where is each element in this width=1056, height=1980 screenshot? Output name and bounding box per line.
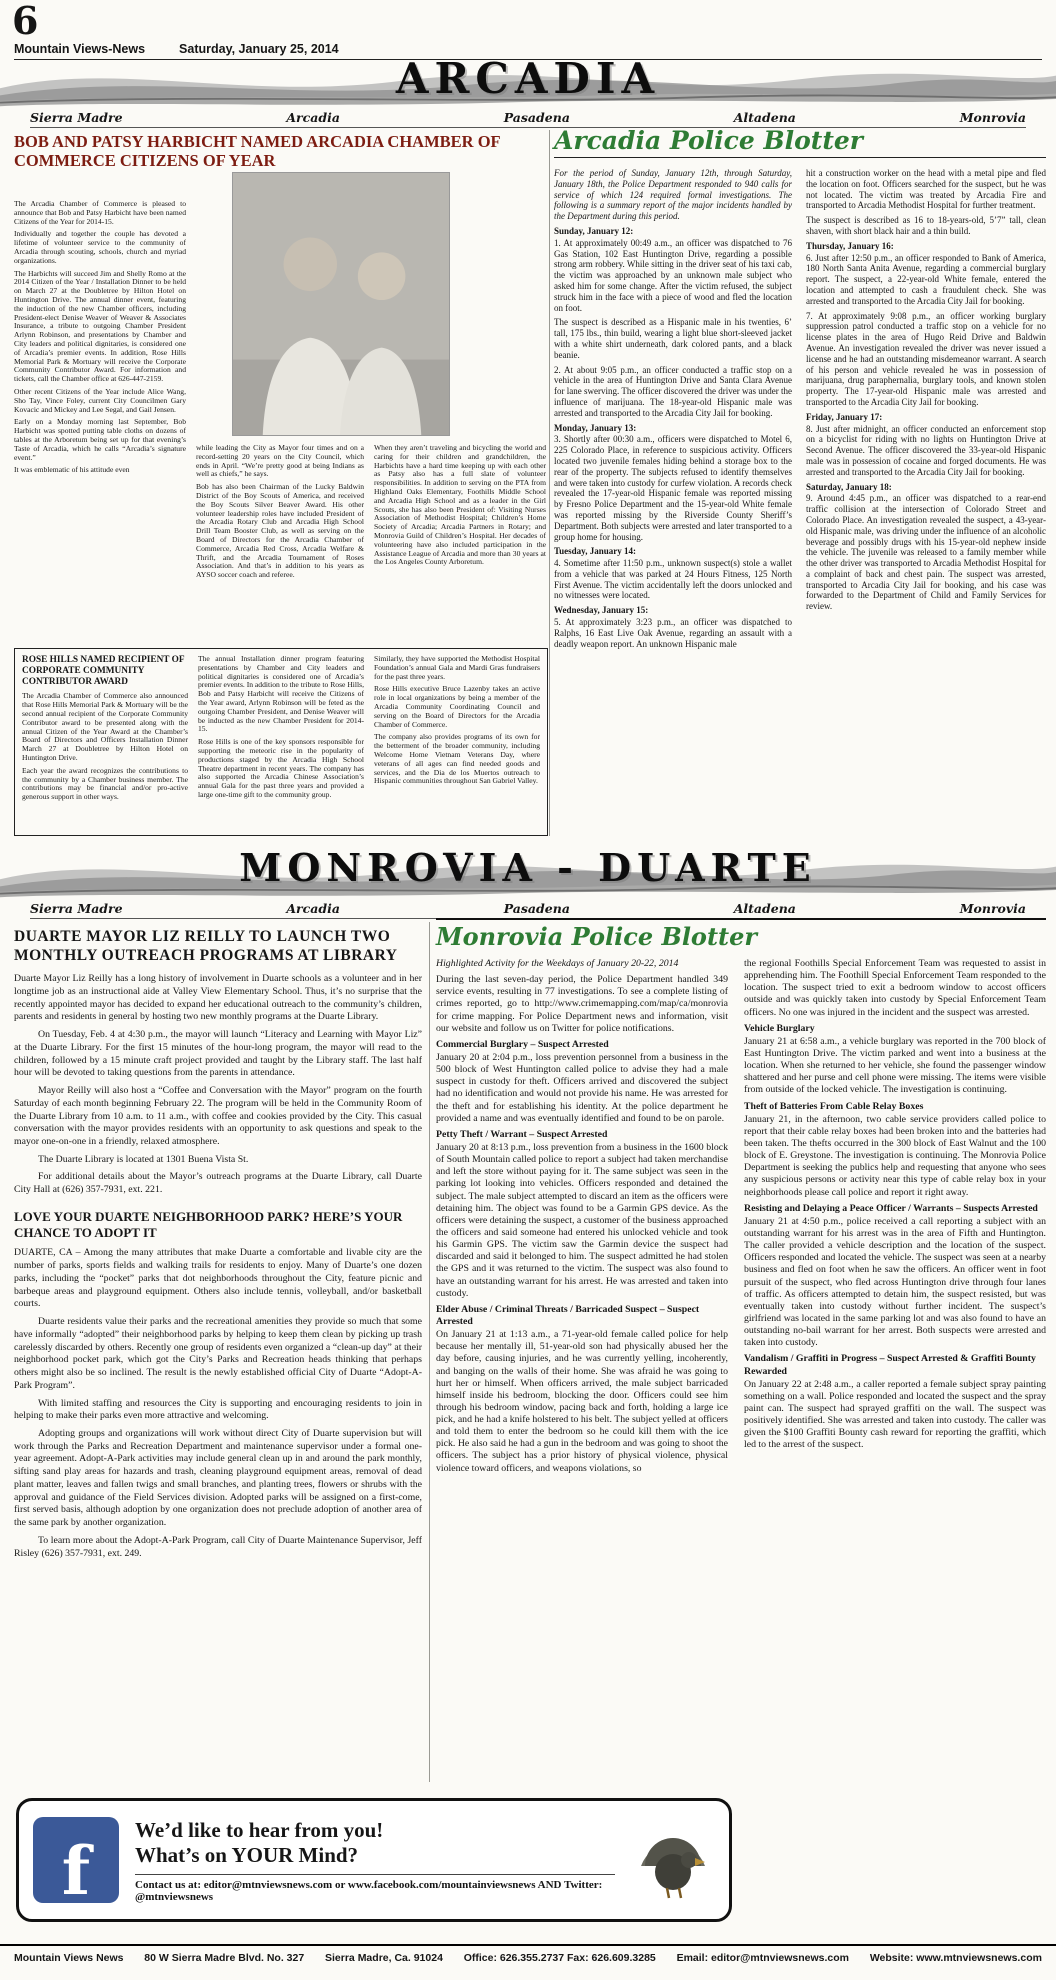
city-label: Sierra Madre (30, 110, 123, 125)
entry-heading: Petty Theft / Warrant – Suspect Arrested (436, 1128, 608, 1140)
paragraph: Similarly, they have supported the Methodist Hospital Foundation’s annual Gala and Mardi Gras fundraisers for the past three years. (374, 655, 540, 681)
paragraph: 9. Around 4:45 p.m., an officer was dispatched to a rear-end traffic collision at the intersection of Colorado Street and Colorado Place. An investigation revealed the suspect, a 43-year-old Hispanic male, was driving under the influence of an alcoholic beverage and possibly drugs with his 15-year-old nephew inside the vehicle. The juvenile was released to a family member while the other driver was transported to Arcadia Methodist Hospital for a complaint of back and chest pain. The suspect was arrested, transported to Arcadia City Jail for booking, and his case was forwarded to the Department of Child and Family Services for review. (806, 493, 1046, 612)
duarte-mayor-headline: DUARTE MAYOR LIZ REILLY TO LAUNCH TWO MONTHLY OUTREACH PROGRAMS AT LIBRARY (14, 928, 398, 964)
paragraph: The company also provides programs of its own for the betterment of the broader community, including Welcome Home Vietnam Veterans Day, where veterans of all ages can find needed goods and services, and the Dia de los Muertos outreach to Hispanic communities throughout San Gabriel Valley. (374, 732, 540, 786)
paragraph: the regional Foothills Special Enforcement Team was requested to assist in apprehending him. The Foothill Special Enforcement Team responded to the location. The suspect tried to exit a bedroom window to accost officers outside and was quickly taken into custody by Special Enforcement Team officers. No one was injured in the incident and the suspect was arrested. (744, 958, 1046, 1018)
paragraph: January 21 at 4:50 p.m., police received a call reporting a subject with an outstanding warrant for his arrest was in the area of Fifth and Huntington. The caller provided a vehicle description and the location of the suspect. Officers responded and located the vehicle. The suspect was seen at a nearby business and fled on foot when he saw the officers. An officer went in foot pursuit of the suspect, who fled across Huntington drive through four lanes of traffic. As officers attempted to detain him, the suspect resisted, but was eventually taken into custody without further incident. The suspect’s girlfriend was located in the same parking lot and was also found to have an outstanding no-bail warrant for her arrest. Both suspects were arrested and taken into custody. (744, 1215, 1046, 1349)
paragraph: Other recent Citizens of the Year include Alice Wang, Sho Tay, Vince Foley, current City Councilmen Gary Kovacic and Mickey and Lee Segal, and Gail Jensen. (14, 386, 186, 414)
harbicht-col3 (374, 444, 546, 644)
paragraph: It was emblematic of his attitude even (14, 465, 130, 475)
monrovia-duarte-banner-title: MONROVIA - DUARTE (239, 845, 817, 890)
paragraph: 2. At about 9:05 p.m., an officer conducted a traffic stop on a vehicle in the area of Huntington Drive and Santa Clara Avenue for lane swerving. The officer discovered the driver was under the influence of marijuana. The 18-year-old Hispanic male was arrested and transported to the Arcadia City Jail for booking. (554, 364, 792, 418)
paragraph: January 20 at 8:13 p.m., loss prevention from a business in the 1600 block of South Mountain called police to report a subject had taken merchandise and left the store without paying for it. The same subject was seen in the parking lot looking into vehicles. Officers responded and detained the subject. The male subject attempted to discard an item as the officers were detaining him. The object was found to be a Garmin GPS device. As the officers were detaining the suspect, a customer of the business approached the officers and said someone had entered his unlocked vehicle and took his Garmin GPS. The victim saw the Garmin device the suspect had discarded and said it belonged to him. The suspect admitted he had stolen the GPS and it was returned to the victim. The suspect was also found to have an outstanding warrant for his arrest. He was arrested and taken into custody. (436, 1141, 728, 1299)
arcadia-banner-title: ARCADIA (395, 54, 661, 103)
paragraph: 8. Just after midnight, an officer conducted an enforcement stop on a bicyclist for riding with no lights on Huntington Drive at Second Avenue. The officer discovered the 33-year-old Hispanic male was in possession of cocaine and forged documents. He was arrested and transported to the Arcadia City Jail for booking. (806, 423, 1046, 477)
ad-text (135, 1818, 615, 1903)
city-label: Monrovia (959, 901, 1026, 916)
rose-hills-col1 (22, 655, 188, 829)
blotter-entry (744, 1203, 1046, 1350)
monrovia-blotter-col2 (744, 958, 1046, 1930)
city-label: Sierra Madre (30, 901, 123, 916)
adopt-a-park-headline: LOVE YOUR DUARTE NEIGHBORHOOD PARK? HERE’S YOUR CHANCE TO ADOPT IT (14, 1208, 403, 1241)
ad-line2: What’s on YOUR Mind? (135, 1842, 359, 1867)
paragraph: Mayor Reilly will also host a “Coffee and Conversation with the Mayor” program on the fourth Saturday of each month beginning February 22. The program will be held in the Community Room of the Duarte Library from 10 a.m. to 11 a.m., with coffee and cookies provided by the City. This casual conversation with the mayor provides residents with an opportunity to ask questions and speak to the mayor one-on-one in a friendly, relaxed atmosphere. (14, 1085, 422, 1147)
column-divider (549, 130, 550, 836)
entry-heading: Vehicle Burglary (744, 1022, 815, 1034)
monrovia-duarte-cities-row (30, 901, 1026, 919)
page-number: 6 (12, 0, 39, 43)
footer-item: Mountain Views News (14, 1952, 124, 1964)
paragraph: 1. At approximately 00:49 a.m., an officer was dispatched to 76 Gas Station, 102 East Huntington Drive, regarding a possible strong arm robbery. While sitting in the driver seat of his taxi cab, the victim was approached by an unknown male subject who asked him for some change. After the victim refused, the subject struck him in the face with a piece of wood and fled the location on foot. (554, 237, 792, 313)
city-label: Arcadia (286, 901, 340, 916)
city-label: Arcadia (286, 110, 340, 125)
paragraph: Early on a Monday morning last September, Bob Harbicht was spotted putting table cloths on dozens of tables at the Arboretum being set up for that evening’s Taste of Arcadia, which he calls “Arcadia’s signature event.” (14, 417, 186, 462)
paragraph: Adopting groups and organizations will work without direct City of Duarte supervision but will work through the Parks and Recreation Department and maintenance supervisor under a formal one-year agreement. Adopt-A-Park activities may include general clean up in and around the park monthly, sifting sand play areas for hazards and trash, cleaning playground equipment areas, removal of dead plant matter, leaves and fallen twigs and small branches, and planting trees, flowers or shrubs with the approval and guidance of the Field Services division. Adopted parks will be assigned on a first-come, first served basis, although adoption by one organization does not preclude adoption of another area of the same park by another organization. (14, 1427, 422, 1529)
monrovia-blotter-title: Monrovia Police Blotter (436, 918, 1046, 951)
paragraph: 3. Shortly after 00:30 a.m., officers were dispatched to Motel 6, 225 Colorado Place, in reference to suspicious activity. Officers located two juvenile females hiding behind a storage box to the rear of the property. The subjects refused to identify themselves and were taken into custody for curfew violation. A records check revealed the 17-year-old Hispanic female was reported missing by Fresno Police Department and the 15-year-old White female was reported missing by the Riverside County Sheriff’s Department. Both subjects were arrested and later transported to a group home for housing. (554, 434, 792, 542)
paragraph: Individually and together the couple has devoted a lifetime of volunteer service to the community of Arcadia through scouting, schools, church and myriad organizations. (14, 229, 186, 265)
city-label: Pasadena (503, 901, 570, 916)
entry-heading: Friday, January 17: (806, 411, 883, 422)
adopt-a-park-body (14, 1247, 422, 1560)
arcadia-section-banner (0, 54, 1056, 128)
paper-name: Mountain Views-News (14, 42, 146, 56)
entry-heading: Wednesday, January 15: (554, 605, 649, 616)
column-divider (429, 922, 430, 1782)
paragraph: Bob has also been Chairman of the Lucky Baldwin District of the Boy Scouts of America, and received the Boy Scouts Silver Beaver Award. His other volunteer leadership roles have included President of the Arcadia Rotary Club and Arcadia High School Drill Team Booster Club, as well as serving on the Board of Directors for the Arcadia Chamber of Commerce, Arcadia Red Cross, Arcadia Welfare & Thrift, and the Arcadia Tournament of Roses Association. And that’s in addition to his years as AYSO soccer coach and referee. (196, 482, 364, 580)
blotter-entry (436, 1304, 728, 1475)
paragraph: On Tuesday, Feb. 4 at 4:30 p.m., the mayor will launch “Literacy and Learning with Mayor Liz” at the Duarte Library. For the first 15 minutes of the hour-long program, the mayor will read to the children, followed by a 15 minute craft project provided and taught by the Library staff. The last half hour will be devoted to taking questions from the parents in attendance. (14, 1029, 422, 1079)
paragraph: Each year the award recognizes the contributions to the community by a Chamber business member. The contributions may be financial and/or pro-active generous support in other ways. (22, 765, 188, 802)
paragraph: Duarte residents value their parks and the recreational amenities they provide so much that some have informally “adopted” their neighborhood parks by helping to keep them clean by picking up trash carelessly discarded by others. Recently one group of residents even organized a “clean-up day” at their neighborhood pocket park, which got the City’s Parks and Recreation heads thinking that perhaps others might also be so inclined. The result is the newly established official City of Duarte “Adopt-A-Park Program”. (14, 1316, 422, 1391)
entry-heading: Resisting and Delaying a Peace Officer / Warrants – Suspects Arrested (744, 1202, 1038, 1214)
rose-hills-article (14, 648, 548, 836)
blotter-entry (806, 412, 1046, 478)
rose-hills-col1-text (22, 692, 188, 802)
city-label: Monrovia (959, 110, 1026, 125)
blotter-entry (436, 1129, 728, 1300)
blotter-entry (554, 546, 792, 601)
ad-contact-line: Contact us at: editor@mtnviewsnews.com or www.facebook.com/mountainviewsnews AND Twitter: @mtnviewsnews (135, 1874, 615, 1903)
issue-date: Saturday, January 25, 2014 (179, 42, 339, 56)
paragraph: Duarte Mayor Liz Reilly has a long history of involvement in Duarte schools as a volunteer and in her longtime job as an instructional aide at Valley View Elementary School. Thus, it’s no surprise that the recently appointed mayor has decided to expand her educational outreach to the community’s children, parents and residents in general by hosting two new monthly programs at the Duarte Library. (14, 973, 422, 1023)
entry-heading: Commercial Burglary – Suspect Arrested (436, 1038, 609, 1050)
paragraph: During the last seven-day period, the Police Department handled 349 service events, resulting in 77 investigations. To see a complete listing of crimes reported, go to http://www.crimemapping.com/map/ca/monrovia for crime mapping. For Police Department news and information, visit our website and follow us on Twitter for police notifications. (436, 974, 728, 1034)
paragraph: The suspect is described as 16 to 18-years-old, 5’7” tall, clean shaven, with short black hair and a thin build. (806, 215, 1046, 236)
harbicht-headline: BOB AND PATSY HARBICHT NAMED ARCADIA CHAMBER OF COMMERCE CITIZENS OF YEAR (14, 132, 501, 171)
footer-item: Office: 626.355.2737 Fax: 626.609.3285 (463, 1952, 656, 1964)
harbicht-col2 (196, 444, 364, 644)
paragraph: For the period of Sunday, January 12th, through Saturday, January 18th, the Police Department responded to 940 calls for service of which 124 required formal investigations. The following is a summary report of the major incidents handled by the Department during this period. (554, 168, 792, 222)
ad-line1: We’d like to hear from you! (135, 1817, 384, 1842)
paragraph: With limited staffing and resources the City is supporting and encouraging residents to join in helping to make their parks even more attractive and welcoming. (14, 1397, 422, 1422)
bird-graphic (631, 1818, 715, 1902)
rose-hills-col3 (374, 655, 540, 829)
blotter-entry (436, 974, 728, 1035)
blotter-entry (806, 168, 1046, 237)
paragraph: 5. At approximately 3:23 p.m., an officer was dispatched to Ralphs, 16 East Live Oak Avenue, regarding an assault with a deadly weapon report. An unknown Hispanic male (554, 617, 792, 649)
paragraph: The suspect is described as a Hispanic male in his twenties, 6’ tall, 175 lbs., thin build, wearing a light blue short-sleeved jacket with a white shirt underneath, dark colored pants, and a black beanie. (554, 317, 792, 360)
footer-item: Email: editor@mtnviewsnews.com (676, 1952, 850, 1964)
paragraph: To learn more about the Adopt-A-Park Program, call City of Duarte Maintenance Supervisor, Jeff Risley (626) 357-7931, ext. 249. (14, 1534, 422, 1559)
feedback-ad (16, 1798, 732, 1922)
paragraph: Rose Hills is one of the key sponsors responsible for supporting the meteoric rise in the popularity of productions staged by the Arcadia High School Theatre department in recent years. The company has also supported the Arcadia Chinese Association’s annual Gala for the past three years and provided a large one-time gift to the community group. (198, 737, 364, 799)
harbicht-col1 (14, 200, 186, 644)
blotter-entry (554, 226, 792, 419)
footer-item: 80 W Sierra Madre Blvd. No. 327 (144, 1952, 305, 1964)
paragraph: January 21, in the afternoon, two cable service providers called police to report that their cable relay boxes had been broken into and the batteries had been taken. The thefts occurred in the 300 block of East Walnut and the 100 block of E. Greystone. The investigation is continuing. The Monrovia Police Department is seeking the publics help and requesting that anyone who sees any suspicious persons or activity near this type of cable relay box in your neighborhoods please call police and report it right away. (744, 1113, 1046, 1198)
paragraph: 7. At approximately 9:08 p.m., an officer working burglary suppression patrol conducted a traffic stop on a vehicle for no license plates in the area of Hugo Reid Drive and Baldwin Avenue. An investigation revealed the driver was never issued a license and he had an outstanding misdemeanor warrant. A search of his person and vehicle revealed he was in possession of marijuana, drug paraphernalia, burglary tools, and known stolen property. The 17-year-old Hispanic male was arrested and transported to the Arcadia City Jail for booking. (806, 310, 1046, 407)
entry-heading: Sunday, January 12: (554, 225, 634, 236)
paragraph: 4. Sometime after 11:50 p.m., unknown suspect(s) stole a wallet from a vehicle that was parked at 24 Hours Fitness, 125 North First Avenue. The victim accidentally left the doors unlocked and no witnesses were located. (554, 558, 792, 601)
duarte-mayor-body (14, 973, 422, 1197)
blotter-entry (436, 1039, 728, 1125)
paragraph: while leading the City as Mayor four times and on a record-setting 20 years on the City Council, which ends in April. “We’re pretty good at being Indians as well as chiefs,” he says. (196, 444, 364, 479)
rose-hills-headline: ROSE HILLS NAMED RECIPIENT OF CORPORATE COMMUNITY CONTRIBUTOR AWARD (22, 655, 185, 688)
paragraph: Rose Hills executive Bruce Lazenby takes an active role in local organizations by being a member of the Arcadia Community Coordinating Council and serving on the Board of Directors for the Arcadia Chamber of Commerce. (374, 684, 540, 729)
rose-hills-col2 (198, 655, 364, 829)
city-label: Pasadena (503, 110, 570, 125)
duarte-articles (14, 928, 422, 1784)
paragraph: Highlighted Activity for the Weekdays of January 20-22, 2014 (436, 958, 679, 969)
entry-heading: Theft of Batteries From Cable Relay Boxes (744, 1100, 924, 1112)
paragraph: The Duarte Library is located at 1301 Buena Vista St. (38, 1153, 249, 1165)
paragraph: The Arcadia Chamber of Commerce also announced that Rose Hills Memorial Park & Mortuary will be the second annual recipient of the Corporate Community Contributor award to be presented along with the annual Citizen of the Year Award at the Chamber’s Board of Directors and Officers Installation Dinner March 27 at Doubletree by Hilton Hotel on Huntington Drive. (22, 691, 188, 763)
arcadia-blotter-title: Arcadia Police Blotter (554, 126, 1046, 158)
paragraph: 6. Just after 12:50 p.m., an officer responded to Bank of America, 180 North Santa Anita Avenue, regarding a commercial burglary report. The suspect, a 22-year-old White female, entered the location and attempted to cash a fraudulent check. She was arrested and transported to the Arcadia City Jail for booking. (806, 252, 1046, 306)
harbicht-couple-photo (232, 172, 450, 436)
paragraph: DUARTE, CA – Among the many attributes that make Duarte a comfortable and livable city are the number of parks, sports fields and walking trails for residents to enjoy. Many of Duarte’s one dozen parks, including the “pocket” parks that dot neighborhoods throughout the City, feature picnic and barbeque areas and playground equipment. Others also include tennis, volleyball, and/or basketball courts. (14, 1247, 422, 1310)
footer-item: Sierra Madre, Ca. 91024 (325, 1952, 443, 1964)
blotter-entry (744, 958, 1046, 1019)
page-footer (0, 1944, 1056, 1964)
blotter-entry (744, 1023, 1046, 1097)
blotter-entry (554, 605, 792, 649)
paragraph: When they aren’t traveling and bicycling the world and caring for their children and grandchildren, the Harbichts have a hard time keeping up with each other as Patsy also has a full slate of volunteer responsibilities. In addition to serving on the PTA from Highland Oaks Elementary, Foothills Middle School and Arcadia High School and as a leader in the Girl Scouts, she has also been President of: Visiting Nurses Association of Methodist Hospital; Children’s Home Society of Arcadia; Arcadia Partners in Rotary; and Monrovia Guild of Children’s Hospital. Her decades of volunteering have also included participation in the Assistance League of Arcadia and more than 30 years at the Los Angeles County Arboretum. (374, 444, 546, 567)
blotter-entry (744, 1101, 1046, 1199)
paragraph: January 21 at 6:58 a.m., a vehicle burglary was reported in the 700 block of East Huntington Drive. The victim parked and went into a business at the location. When she returned to her vehicle, she found the passenger window shattered and her purse and cell phone were missing. The items were visible from outside of the locked vehicle. The investigation is continuing. (744, 1035, 1046, 1096)
paragraph: On January 22 at 2:48 a.m., a caller reported a female subject spray painting something on a wall. Police responded and located the suspect and the spray paint can. The suspect had sprayed graffiti on the wall. The suspect was positively identified. She was arrested and taken into custody. The caller was given the $100 Graffiti Bounty cash reward for reporting the graffiti, which led to the arrest of the suspect. (744, 1378, 1046, 1451)
paragraph: hit a construction worker on the head with a metal pipe and fled the location on foot. Officers searched for the suspect, but he was not located. The victim was treated by Arcadia Fire and transported to Arcadia Methodist Hospital for further treatment. (806, 168, 1046, 211)
blotter-entry (806, 482, 1046, 613)
blotter-entry (744, 1353, 1046, 1451)
paragraph: On January 21 at 1:13 a.m., a 71-year-old female called police for help because her mentally ill, 51-year-old son had physically abused her the day before, causing injuries, and he was currently yelling, incoherently, and banging on the walls of their home. She was afraid he was going to hurt her or himself. When officers arrived, the male subject barricaded himself inside his bedroom, blocking the door. Officers could see him through his bedroom window, pacing back and forth, holding a large ice pick, and he had a knife holstered to his belt. The subject yelled at officers and told them to enter the bedroom so he could kill them with the ice pick. He also said he had a gun in the bedroom and was going to shoot the officers. The subject has a prior history of physical violence, physical violence toward officers, and weapons violations, so (436, 1329, 728, 1474)
city-label: Altadena (733, 901, 796, 916)
entry-heading: Vandalism / Graffiti in Progress – Suspect Arrested & Graffiti Bounty Rewarded (744, 1353, 1036, 1377)
entry-heading: Elder Abuse / Criminal Threats / Barricaded Suspect – Suspect Arrested (436, 1303, 700, 1327)
blotter-entry (554, 168, 792, 222)
photo-placeholder-graphic (233, 173, 449, 435)
monrovia-duarte-section-banner (0, 845, 1056, 919)
monrovia-blotter-col1 (436, 958, 728, 1786)
paragraph: The Arcadia Chamber of Commerce is pleased to announce that Bob and Patsy Harbicht have been named Citizens of the Year for 2014-15. (14, 200, 186, 226)
blotter-entry (436, 958, 728, 970)
blotter-entry (554, 423, 792, 543)
entry-heading: Saturday, January 18: (806, 481, 892, 492)
arcadia-blotter-col2 (806, 168, 1046, 836)
footer-item: Website: www.mtnviewsnews.com (869, 1952, 1042, 1964)
paragraph: January 20 at 2:04 p.m., loss prevention personnel from a business in the 500 block of West Huntington called police to advise they had a male suspect in custody for theft. Officers arrived and discovered the subject had no identification and would not provide his name. He was arrested for the theft and for establishing his identity. At the police department he provided a name and was eventually identified and found to be on parole. (436, 1051, 728, 1124)
paragraph: The annual Installation dinner program featuring presentations by Chamber and City leaders and political dignitaries is considered one of Arcadia’s premier events. In addition to the tribute to Rose Hills, Bob and Patsy Harbicht will receive the Citizens of the Year award, Arlynn Robinson will be feted as the outgoing Chamber President, and Denise Weaver will be inducted as the new Chamber President for 2014-15. (198, 655, 364, 734)
paragraph: For additional details about the Mayor’s outreach programs at the Duarte Library, call Duarte City Hall at (626) 357-7931, ext. 221. (14, 1171, 422, 1196)
entry-heading: Monday, January 13: (554, 422, 637, 433)
arcadia-blotter-col1 (554, 168, 792, 836)
entry-heading: Thursday, January 16: (806, 240, 894, 251)
entry-heading: Tuesday, January 14: (554, 546, 636, 557)
paragraph: The Harbichts will succeed Jim and Shelly Romo at the 2014 Citizen of the Year / Installation Dinner to be held on March 27 at the Doubletree by Hilton Hotel on Huntington Drive. The annual dinner event, featuring the induction of the new Chamber officers, including President-elect Denise Weaver of Weaver & Associates Insurance, a tribute to outgoing Chamber President Arlynn Robinson, and presentations by Chamber and City leaders and political dignitaries, is considered one of Arcadia’s premier events. In addition, Rose Hills Memorial Park & Mortuary will receive the Corporate Community Contributor Award. For information and tickets, call the Chamber office at 626-447-2159. (14, 268, 186, 384)
city-label: Altadena (733, 110, 796, 125)
facebook-icon: f (33, 1817, 119, 1903)
blotter-entry (806, 241, 1046, 408)
